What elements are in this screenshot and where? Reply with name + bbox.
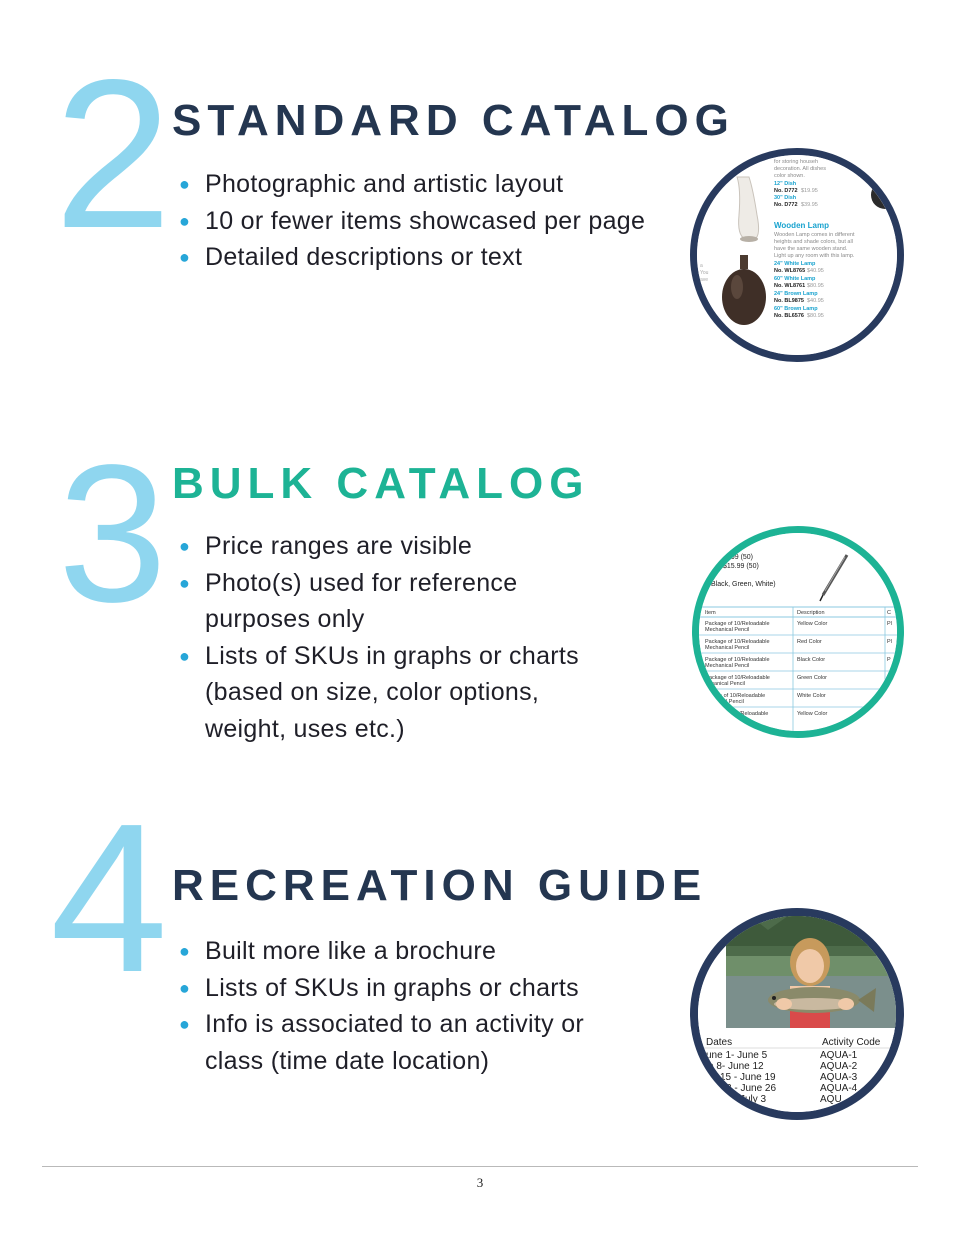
svg-text:P: P bbox=[887, 657, 891, 663]
section-bulk-catalog bbox=[0, 400, 960, 790]
bullet-item: ● Built more like a brochure bbox=[205, 933, 584, 970]
lamp-code: No. WL8761 bbox=[774, 283, 806, 289]
table-header: Item bbox=[705, 610, 716, 616]
bullet-item: ● Lists of SKUs in graphs or charts bbox=[205, 638, 579, 675]
section-number: 3 bbox=[58, 424, 164, 643]
svg-text:July 3: July 3 bbox=[740, 1094, 767, 1105]
recreation-guide-sample-image bbox=[690, 908, 904, 1120]
item-name: 30" Dish bbox=[774, 195, 797, 201]
item-name: 12" Dish bbox=[774, 181, 797, 187]
fishing-photo bbox=[726, 916, 896, 1028]
svg-text:Pl: Pl bbox=[887, 621, 892, 627]
bullet-dot-icon: ● bbox=[179, 210, 191, 231]
price-line: 5.99 (50) bbox=[725, 554, 754, 561]
side-text: You bbox=[700, 270, 709, 276]
bullet-dot-icon: ● bbox=[179, 174, 191, 194]
desc-line: have the same wooden stand. bbox=[774, 246, 848, 252]
bullet-item: ● Info is associated to an activity or bbox=[205, 1006, 584, 1043]
section-standard-catalog bbox=[0, 0, 960, 400]
bullet-item: ● Detailed descriptions or text bbox=[205, 239, 645, 276]
bullet-item: ● Price ranges are visible bbox=[205, 528, 579, 565]
bullet-dot-icon: ● bbox=[179, 645, 191, 666]
bullet-dot-icon: ● bbox=[179, 247, 191, 267]
footer-divider bbox=[42, 1166, 918, 1167]
lamp-name: 24" Brown Lamp bbox=[774, 291, 818, 297]
bullet-item: ● Photographic and artistic layout bbox=[205, 166, 645, 203]
item-code: No. D772 bbox=[774, 188, 798, 194]
side-text: ave bbox=[700, 277, 709, 283]
table-header: Description bbox=[797, 610, 825, 616]
page-number: 3 bbox=[476, 1175, 484, 1190]
svg-text:/Reloadable: /Reloadable bbox=[739, 711, 769, 717]
svg-text:AQUA-1: AQUA-1 bbox=[820, 1050, 858, 1061]
svg-text:Mechanical Pencil: Mechanical Pencil bbox=[705, 645, 750, 651]
svg-text:Yellow Color: Yellow Color bbox=[797, 711, 828, 717]
svg-text:al Pencil: al Pencil bbox=[723, 699, 744, 705]
lamp-price: $80.95 bbox=[807, 313, 824, 319]
section-heading: RECREATION GUIDE bbox=[172, 861, 708, 910]
bulk-catalog-sample-image bbox=[692, 526, 904, 738]
svg-text:Mechanical Pencil: Mechanical Pencil bbox=[705, 663, 750, 669]
section-heading: STANDARD CATALOG bbox=[172, 96, 735, 145]
item-price: $19.95 bbox=[801, 188, 818, 194]
svg-text:Black Color: Black Color bbox=[797, 657, 826, 663]
svg-text:une 1- June 5: une 1- June 5 bbox=[706, 1050, 768, 1061]
bullet-continuation: class (time date location) bbox=[205, 1046, 490, 1075]
bullet-dot-icon: ● bbox=[179, 941, 191, 961]
bullet-continuation: purposes only bbox=[205, 605, 365, 633]
desc-line: Wooden Lamp comes in different bbox=[774, 232, 855, 238]
svg-text:e of 10/Reloadable: e of 10/Reloadable bbox=[719, 693, 766, 699]
table-header: C bbox=[887, 610, 891, 616]
product-title: Wooden Lamp bbox=[774, 221, 829, 230]
svg-text:Yellow Color: Yellow Color bbox=[797, 621, 828, 627]
desc-line: for storing househ bbox=[774, 159, 819, 165]
svg-text:hanical Pencil: hanical Pencil bbox=[711, 681, 745, 687]
svg-text:2 - June 26: 2 - June 26 bbox=[726, 1083, 777, 1094]
desc-line: color shown. bbox=[774, 173, 805, 179]
section-heading: BULK CATALOG bbox=[172, 459, 590, 508]
bullet-list bbox=[179, 933, 585, 1079]
bullet-item: ● 10 or fewer items showcased per page bbox=[205, 203, 645, 240]
lamp-price: $40.95 bbox=[807, 298, 824, 304]
bullet-item: ● Lists of SKUs in graphs or charts bbox=[205, 970, 584, 1007]
svg-text:AQUA-4: AQUA-4 bbox=[820, 1083, 858, 1094]
bullet-continuation: weight, uses etc.) bbox=[205, 714, 405, 743]
price-line: $15.99 (50) bbox=[723, 563, 759, 570]
svg-text:e 8- June 12: e 8- June 12 bbox=[708, 1061, 764, 1072]
table-header: Dates bbox=[706, 1037, 733, 1048]
svg-text:Package of 10/Reloadable: Package of 10/Reloadable bbox=[705, 621, 770, 627]
lamp-name: 60" White Lamp bbox=[774, 276, 816, 282]
bullet-list bbox=[179, 528, 579, 747]
bullet-dot-icon: ● bbox=[179, 572, 191, 593]
lamp-name: 60" Brown Lamp bbox=[774, 306, 818, 312]
svg-text:AQU: AQU bbox=[820, 1094, 842, 1105]
colors-line: Black, Green, White) bbox=[711, 581, 776, 588]
lamp-price: $40.95 bbox=[807, 268, 824, 274]
svg-text:Mechanical Pencil: Mechanical Pencil bbox=[705, 627, 750, 633]
desc-line: heights and shade colors, but all bbox=[774, 239, 853, 245]
bullet-dot-icon: ● bbox=[179, 536, 191, 556]
lamp-code: No. BL9875 bbox=[774, 298, 804, 304]
standard-catalog-sample-image bbox=[690, 148, 904, 362]
lamp-code: No. BL6576 bbox=[774, 313, 804, 319]
desc-line: decoration. All dishes bbox=[774, 166, 826, 172]
svg-text:ackage of 10/Reloadable: ackage of 10/Reloadable bbox=[709, 675, 770, 681]
table-header: Activity Code bbox=[822, 1037, 881, 1048]
item-price: $39.95 bbox=[801, 202, 818, 208]
svg-text:Pl: Pl bbox=[887, 639, 892, 645]
bullet-dot-icon: ● bbox=[179, 977, 191, 998]
section-number: 4 bbox=[50, 779, 164, 1016]
bullet-continuation: (based on size, color options, bbox=[205, 678, 540, 706]
svg-text:Red Color: Red Color bbox=[797, 639, 822, 645]
svg-text:Package of 10/Reloadable: Package of 10/Reloadable bbox=[705, 639, 770, 645]
bullet-item: ● Photo(s) used for reference bbox=[205, 565, 579, 602]
lamp-code: No. WL8765 bbox=[774, 268, 806, 274]
svg-text:Green Color: Green Color bbox=[797, 675, 827, 681]
lamp-price: $80.95 bbox=[807, 283, 824, 289]
section-recreation-guide bbox=[0, 779, 960, 1170]
svg-text:15 - June 19: 15 - June 19 bbox=[720, 1072, 776, 1083]
bullet-dot-icon: ● bbox=[179, 1014, 191, 1034]
bullet-list bbox=[179, 166, 646, 276]
desc-line: Light up any room with this lamp. bbox=[774, 253, 855, 259]
svg-text:White Color: White Color bbox=[797, 693, 826, 699]
svg-text:AQUA-3: AQUA-3 bbox=[820, 1072, 858, 1083]
lamp-name: 24" White Lamp bbox=[774, 261, 816, 267]
item-code: No. D772 bbox=[774, 202, 798, 208]
svg-text:AQUA-2: AQUA-2 bbox=[820, 1061, 858, 1072]
svg-text:Package of 10/Reloadable: Package of 10/Reloadable bbox=[705, 657, 770, 663]
side-text: a bbox=[700, 263, 703, 269]
section-number: 2 bbox=[54, 35, 168, 272]
